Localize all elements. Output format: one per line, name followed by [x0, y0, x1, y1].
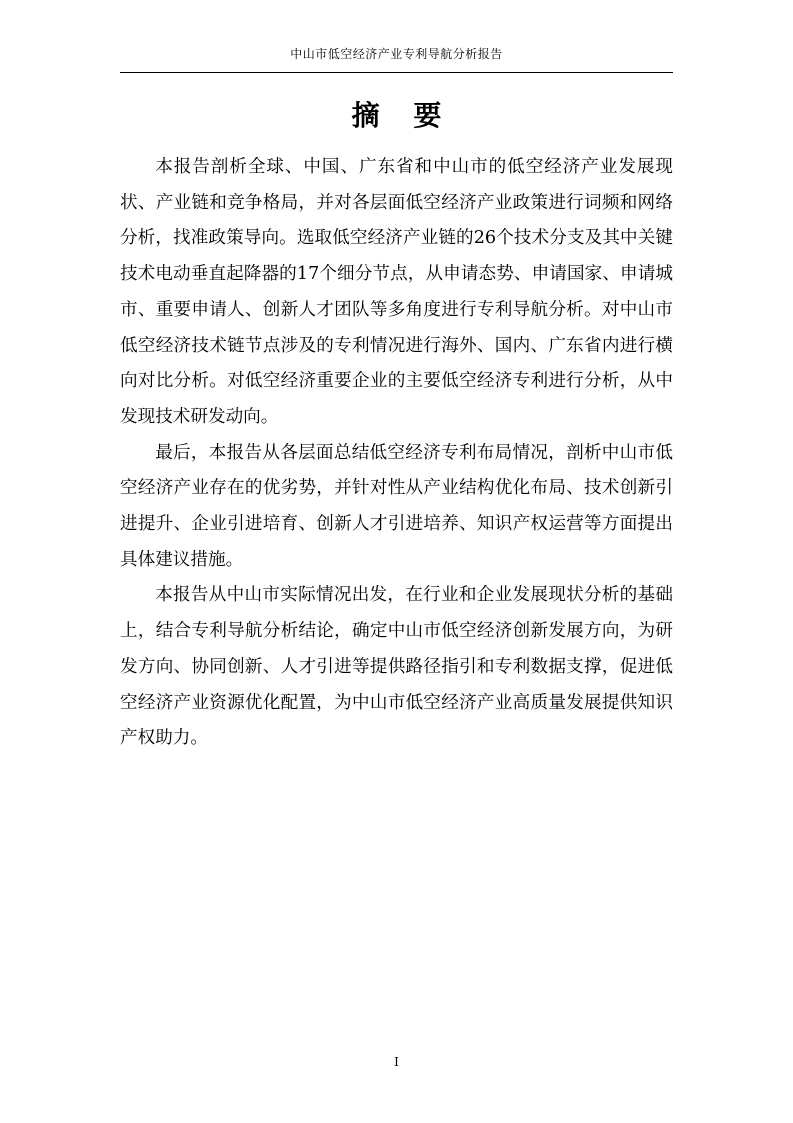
header-rule — [120, 72, 673, 73]
paragraph-conclusions: 最后，本报告从各层面总结低空经济专利布局情况，剖析中山市低空经济产业存在的优劣势，并针对性从产业结构优化布局、技术创新引进提升、企业引进培育、创新人才引进培养、知识产权运营等方面提出具体建议措施。 — [120, 442, 673, 570]
page-number: I — [394, 1055, 399, 1069]
abstract-title: 摘 要 — [351, 99, 454, 132]
running-header: 中山市低空经济产业专利导航分析报告 — [290, 47, 503, 61]
paragraph-scope: 本报告剖析全球、中国、广东省和中山市的低空经济产业发展现状、产业链和竞争格局，并对各层面低空经济产业政策进行词频和网络分析，找准政策导向。选取低空经济产业链的26个技术分支及其中关键技术电动垂直起降器的17个细分节点，从申请态势、申请国家、申请城市、重要申请人、创新人才团队等多角度进行专利导航分析。对中山市低空经济技术链节点涉及的专利情况进行海外、国内、广东省内进行横向对比分析。对低空经济重要企业的主要低空经济专利进行分析，从中发现技术研发动向。 — [120, 157, 673, 427]
abstract-body — [120, 150, 673, 757]
paragraph-purpose: 本报告从中山市实际情况出发，在行业和企业发展现状分析的基础上，结合专利导航分析结论，确定中山市低空经济创新发展方向，为研发方向、协同创新、人才引进等提供路径指引和专利数据支撑，促进低空经济产业资源优化配置，为中山市低空经济产业高质量发展提供知识产权助力。 — [120, 585, 673, 749]
